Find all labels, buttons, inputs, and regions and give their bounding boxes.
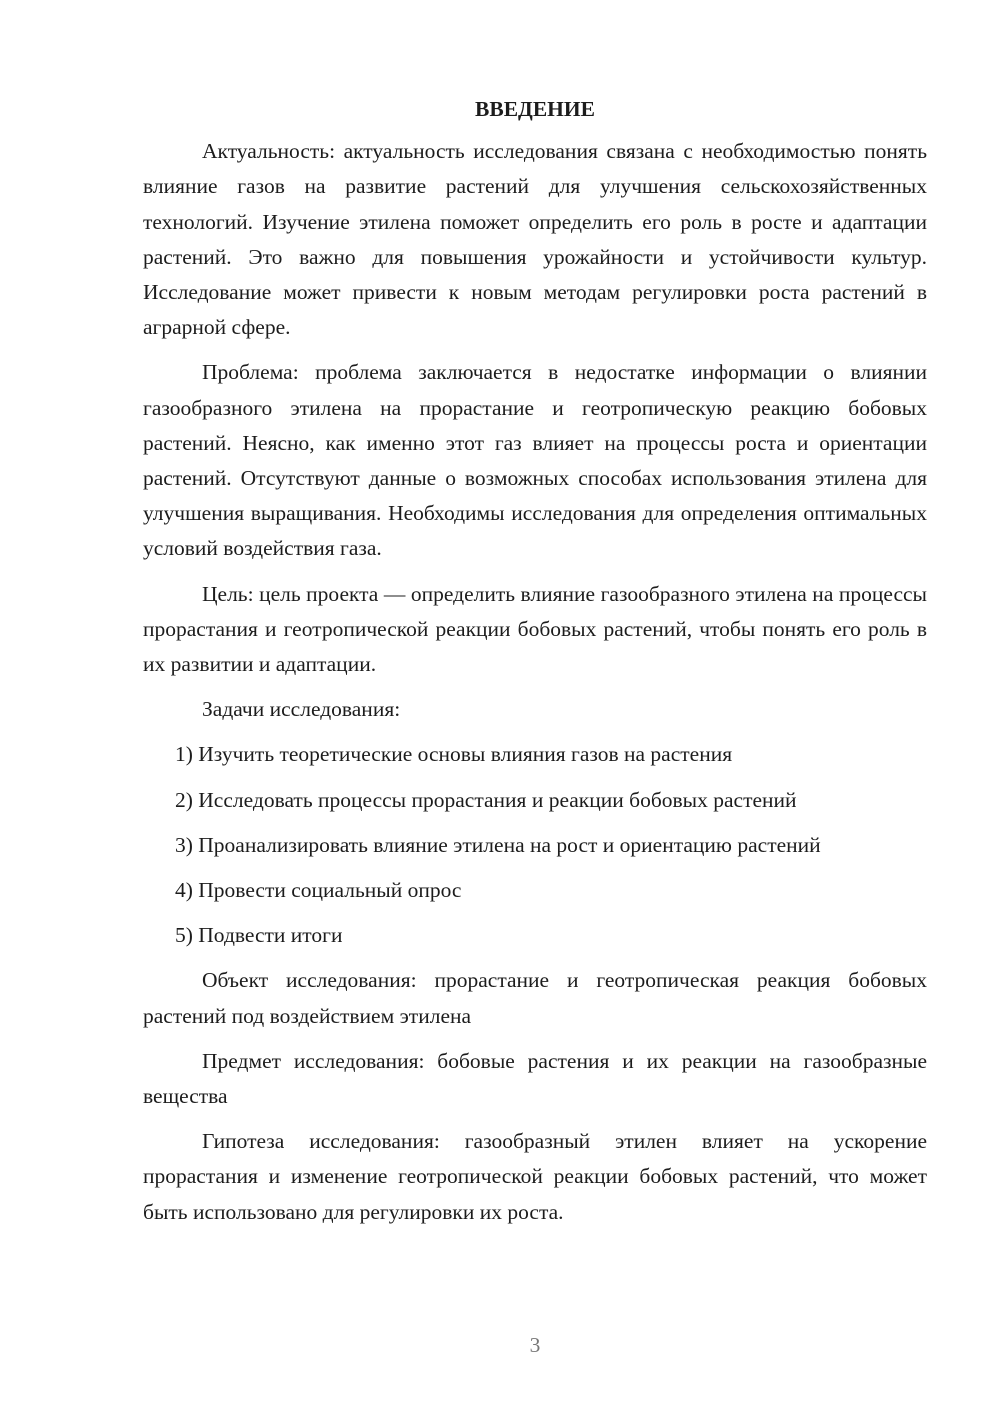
paragraph-goal: Цель: цель проекта — определить влияние газообразного этилена на процессы прорастания и геотропической реакции бобовых растений, чтобы понять его роль в их развитии и адаптации. [143,581,927,677]
paragraph-subject: Предмет исследования: бобовые растения и их реакции на газообразные вещества [143,1048,927,1109]
tasks-list [143,737,927,953]
task-item: 5) Подвести итоги [175,923,343,948]
paragraph-relevance: Актуальность: актуальность исследования связана с необходимостью понять влияние газов на развитие растений для улучшения сельскохозяйственных технологий. Изучение этилена поможет определить его роль в росте и адаптации растений. Это важно для повышения урожайности и устойчивости культур. Исследование может привести к новым методам регулировки роста растений в аграрной сфере. [143,139,927,340]
task-item: 4) Провести социальный опрос [175,878,462,903]
paragraph-problem: Проблема: проблема заключается в недостатке информации о влиянии газообразного этилена на прорастание и геотропическую реакцию бобовых растений. Неясно, как именно этот газ влияет на процессы роста и ориентации растений. Отсутствуют данные о возможных способах использования этилена для улучшения выращивания. Необходимы исследования для определения оптимальных условий воздействия газа. [143,360,927,561]
task-item: 3) Проанализировать влияние этилена на рост и ориентацию растений [175,832,821,857]
tasks-heading: Задачи исследования: [202,697,401,722]
paragraph-object: Объект исследования: прорастание и геотропическая реакция бобовых растений под воздействием этилена [143,968,927,1028]
page-title: ВВЕДЕНИЕ [475,97,595,121]
task-item: 1) Изучить теоретические основы влияния газов на растения [175,742,733,767]
document-page [143,92,927,1240]
page-number: 3 [529,1333,541,1357]
paragraph-hypothesis: Гипотеза исследования: газообразный этилен влияет на ускорение прорастания и изменение геотропической реакции бобовых растений, что может быть использовано для регулировки их роста. [143,1129,927,1224]
task-item: 2) Исследовать процессы прорастания и реакции бобовых растений [175,787,797,812]
